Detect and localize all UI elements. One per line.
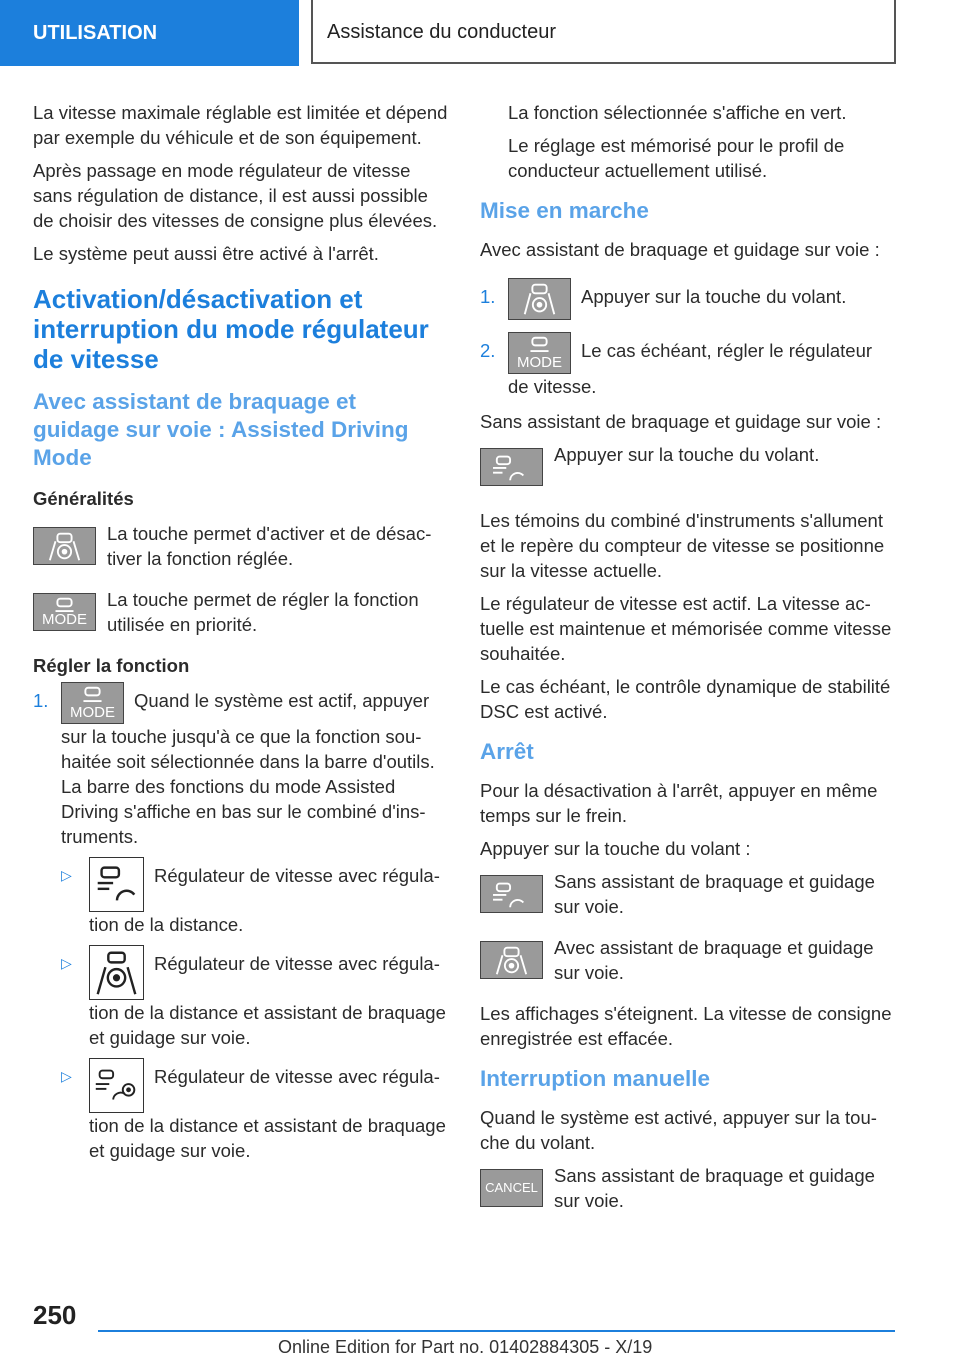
interruption-item-1 (480, 1163, 895, 1213)
interruption-item-1-text: Sans assistant de braquage et guidage sur voie. (554, 1165, 875, 1211)
page-number: 250 (33, 1300, 77, 1330)
left-column (33, 100, 448, 1173)
steering-lane-icon (89, 945, 144, 1000)
mise-en-marche-heading: Mise en marche (480, 198, 649, 223)
bullet-item-2 (61, 951, 448, 1050)
step-number: 1. (480, 286, 496, 307)
arret-item-2-text: Avec assistant de braquage et guidage sur voie. (554, 937, 874, 983)
cancel-label: CANCEL (485, 1180, 538, 1195)
arret-item-2 (480, 935, 895, 985)
bullet-1-text: Régulateur de vitesse avec régulation de la distance. (89, 865, 440, 935)
bullet-2-text: Régulateur de vitesse avec régulation de la distance et assistant de braquage et guidage sur voie. (89, 953, 446, 1048)
arret-item-1 (480, 869, 895, 919)
step-number: 2. (480, 340, 496, 361)
mise-paragraph-5: Le cas échéant, le contrôle dynamique de stabilité DSC est activé. (480, 676, 891, 722)
general-item-1-text: La touche permet d'activer et de désactiver la fonction réglée. (107, 523, 432, 569)
steering-lane-icon (33, 527, 96, 565)
section-tab[interactable]: UTILISATION (0, 0, 299, 66)
regler-heading: Régler la fonction (33, 655, 190, 676)
subsection-heading: Avec assistant de braquage et guidage sur voie : Assisted Driving Mode (33, 389, 409, 470)
mise-paragraph-1: Avec assistant de braquage et guidage sur voie : (480, 239, 880, 260)
footer-edition[interactable]: Online Edition for Part no. 01402884305 - X/19 (278, 1337, 653, 1357)
right-column (480, 100, 895, 1229)
bullet-triangle-icon: ▷ (61, 1068, 72, 1084)
page-header (0, 0, 960, 66)
bullet-triangle-icon: ▷ (61, 955, 72, 971)
chapter-tab[interactable]: Assistance du conducteur (311, 0, 896, 64)
mode-label: MODE (70, 704, 115, 721)
mode-label: MODE (517, 354, 562, 371)
section-heading: Activation/désactivation et interruption du mode régulateur de vitesse (33, 284, 429, 374)
intro-paragraph-3: Le système peut aussi être activé à l'arrêt. (33, 243, 379, 264)
mise-icon-text: Appuyer sur la touche du volant. (554, 444, 820, 465)
mise-step-1 (480, 284, 895, 320)
step-number: 1. (33, 690, 49, 711)
selected-green-text: La fonction sélectionnée s'affiche en vert. (508, 102, 847, 123)
profile-saved-text: Le réglage est mémorisé pour le profil de conducteur actuellement utilisé. (508, 135, 845, 181)
arret-item-1-text: Sans assistant de braquage et guidage sur voie. (554, 871, 875, 917)
mise-paragraph-3: Les témoins du combiné d'instruments s'allument et le repère du compteur de vitesse se positionne sur la vitesse actuelle. (480, 510, 885, 581)
arret-heading: Arrêt (480, 739, 534, 764)
arret-paragraph-2: Appuyer sur la touche du volant : (480, 838, 751, 859)
cancel-button-icon (480, 1169, 543, 1207)
general-item-1 (33, 521, 448, 571)
interruption-heading: Interruption manuelle (480, 1066, 711, 1091)
mode-button-icon (61, 682, 124, 724)
bullet-item-3 (61, 1064, 448, 1163)
mise-paragraph-2: Sans assistant de braquage et guidage sur voie : (480, 411, 882, 432)
mode-button-icon (508, 332, 571, 374)
step-1-text: Quand le système est actif, appuyer sur la touche jusqu'à ce que la fonction souhaitée soit sélectionnée dans la barre d'outils. La barre des fonctions du mode Assisted Driving s'affiche en bas sur le combiné d'instruments. (61, 690, 435, 847)
bullet-3-text: Régulateur de vitesse avec régulation de la distance et assistant de braquage et guidage sur voie. (89, 1066, 446, 1161)
arret-paragraph-3: Les affichages s'éteignent. La vitesse de consigne enregistrée est effacée. (480, 1003, 892, 1049)
mise-step-1-text: Appuyer sur la touche du volant. (581, 286, 847, 307)
mode-label: MODE (42, 611, 87, 628)
steering-lane-icon (480, 941, 543, 979)
distance-cruise-icon (480, 448, 543, 486)
footer-divider (98, 1330, 895, 1332)
distance-cruise-icon (480, 875, 543, 913)
mise-icon-item (480, 442, 895, 492)
mise-step-2-text: Le cas échéant, régler le régulateur de vitesse. (508, 340, 873, 397)
regler-step-1 (33, 688, 448, 849)
mise-step-2 (480, 338, 895, 399)
steering-lane-icon (508, 278, 571, 320)
mode-button-icon (33, 593, 96, 631)
bullet-triangle-icon: ▷ (61, 867, 72, 883)
general-item-2 (33, 587, 448, 637)
arret-paragraph-1: Pour la désactivation à l'arrêt, appuyer en même temps sur le frein. (480, 780, 878, 826)
intro-paragraph-1: La vitesse maximale réglable est limitée et dépend par exemple du véhicule et de son équipement. (33, 102, 448, 148)
distance-cruise-icon (89, 857, 144, 912)
general-item-2-text: La touche permet de régler la fonction utilisée en priorité. (107, 589, 419, 635)
interruption-paragraph-1: Quand le système est activé, appuyer sur la touche du volant. (480, 1107, 877, 1153)
mise-paragraph-4: Le régulateur de vitesse est actif. La vitesse actuelle est maintenue et mémorisée comme vitesse souhaitée. (480, 593, 892, 664)
general-heading: Généralités (33, 488, 134, 509)
distance-steering-icon (89, 1058, 144, 1113)
intro-paragraph-2: Après passage en mode régulateur de vitesse sans régulation de distance, il est aussi possible de choisir des vitesses de consigne plus élevées. (33, 160, 438, 231)
bullet-item-1 (61, 863, 448, 937)
